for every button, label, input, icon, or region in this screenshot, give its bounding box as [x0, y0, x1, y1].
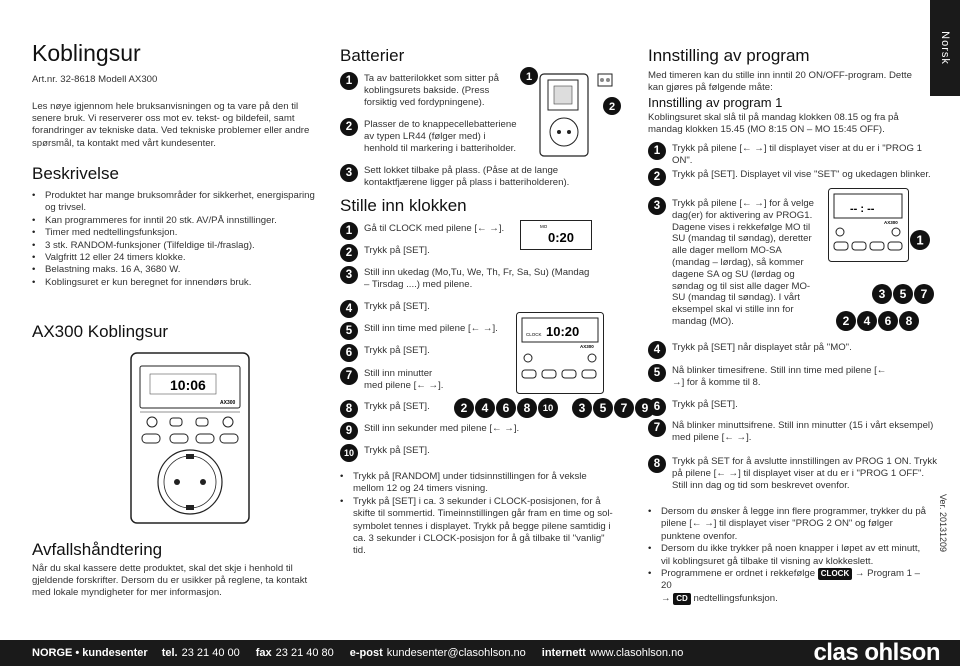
- step-text: Plasser de to knappecellebatteriene av typen LR44 (følger med) i henhold til markering i batteriholder.: [364, 119, 517, 154]
- step-number: 6: [340, 344, 358, 362]
- description-item: • Belastning maks. 16 A, 3680 W.: [32, 264, 318, 276]
- battery-step-3: [340, 164, 590, 189]
- clock-step-4: [340, 300, 510, 318]
- sequence-number: 10: [538, 398, 558, 418]
- svg-text:1: 1: [916, 232, 924, 248]
- svg-text:AX300: AX300: [580, 344, 594, 349]
- step-number: 3: [340, 164, 358, 182]
- disposal-text: Når du skal kassere dette produktet, skal det skje i henhold til gjeldende forskrifter. Dersom du er usikker på reglene, ta kontakt med lokale myndigheter for mer informasjon.: [32, 563, 308, 599]
- step-text: Trykk på SET for å avslutte innstillingen av PROG 1 ON. Trykk på pilene [← →] til displayet viser at du er i "PROG 1 OFF". Still inn dag og tid som beskrevet ovenfor.: [672, 456, 937, 491]
- program1-heading: Innstilling av program 1: [648, 95, 783, 110]
- clock-step-3: [340, 266, 590, 291]
- step-text: Trykk på [SET].: [364, 245, 430, 256]
- list-item: • Trykk på [RANDOM] under tidsinnstillingen for å veksle mellom 12 og 24 timers visning.: [340, 471, 620, 496]
- sequence-number: 3: [872, 284, 892, 304]
- step-number: 4: [648, 341, 666, 359]
- sequence-number: 5: [893, 284, 913, 304]
- disposal-heading: Avfallshåndtering: [32, 540, 163, 559]
- program-step-7: [648, 419, 938, 444]
- sequence-number: 3: [572, 398, 592, 418]
- description-item: • Valgfritt 12 eller 24 timers klokke.: [32, 252, 318, 264]
- svg-text:-- : --: -- : --: [850, 203, 875, 215]
- step-text: Still inn sekunder med pilene [← →].: [364, 423, 520, 434]
- tel-number: 23 21 40 00: [181, 647, 240, 659]
- clock-notes-list: [340, 471, 620, 558]
- sequence-number: 5: [593, 398, 613, 418]
- svg-text:AX300: AX300: [884, 220, 898, 225]
- fax-label: fax: [255, 647, 272, 659]
- step-text: Trykk på [SET]. Displayet vil vise "SET" og ukedagen blinker.: [672, 169, 931, 180]
- arrow-text: →: [661, 592, 671, 604]
- clock-key-badge: CLOCK: [818, 568, 852, 580]
- clock-step-10: [340, 444, 510, 462]
- step-number: 5: [340, 322, 358, 340]
- svg-text:CLOCK: CLOCK: [526, 332, 542, 337]
- clock-display-figure-1: [520, 220, 592, 250]
- description-item: • Kan programmeres for inntil 20 stk. AV/PÅ innstillinger.: [32, 215, 318, 227]
- web-link[interactable]: www.clasohlson.no: [589, 647, 684, 659]
- program-heading: Innstilling av program: [648, 46, 810, 65]
- step-text: Nå blinker timesifrene. Still inn time med pilene [← →] for å komme til 8.: [672, 365, 887, 388]
- list-item-program-order: [648, 568, 930, 605]
- program-intro: Med timeren kan du stille inn inntil 20 ON/OFF-program. Dette kan gjøres på følgende måte:: [648, 70, 912, 94]
- footer-country: NORGE • kundesenter: [32, 647, 148, 659]
- program-step-6: [648, 398, 938, 416]
- list-item: • Dersom du ønsker å legge inn flere programmer, trykker du på pilene [← →] til displayet viser "PROG 2 ON" og følger punktene ovenfor.: [648, 506, 930, 543]
- step-number: 3: [340, 266, 358, 284]
- svg-text:0:20: 0:20: [548, 230, 575, 245]
- program-step-8: [648, 455, 938, 491]
- device-model-text: AX300: [220, 400, 236, 406]
- program-step-1: [648, 142, 938, 167]
- sequence-number: 7: [614, 398, 634, 418]
- step-text: Gå til CLOCK med pilene [← →].: [364, 223, 505, 234]
- sequence-number: 4: [857, 311, 877, 331]
- version-label: Ver. 20131209: [938, 493, 948, 552]
- step-number: 1: [340, 72, 358, 90]
- brand-logo: clas ohlson: [813, 639, 940, 666]
- cd-key-badge: CD: [673, 593, 691, 605]
- list-item: • Dersom du ikke trykker på noen knapper i løpet av ett minutt, vil koblingsuret gå tilbake til visning av klokkeslett.: [648, 543, 930, 568]
- svg-text:2: 2: [608, 101, 616, 113]
- step-number: 9: [340, 422, 358, 440]
- step-number: 5: [648, 364, 666, 382]
- tel-label: tel.: [161, 647, 178, 659]
- step-text: Trykk på [SET].: [672, 399, 738, 410]
- step-text: Nå blinker minuttsifrene. Still inn minutter (15 i vårt eksempel) med pilene [← →].: [672, 420, 934, 443]
- step-number: 2: [340, 118, 358, 136]
- svg-text:MO: MO: [540, 224, 548, 229]
- program-notes-list: [648, 506, 930, 605]
- battery-step-1: [340, 72, 520, 108]
- program-sequence-even: [836, 311, 919, 331]
- product-heading: AX300 Koblingsur: [32, 322, 169, 341]
- step-text: Trykk på [SET].: [364, 445, 430, 456]
- sequence-number: 9: [635, 398, 655, 418]
- step-number: 3: [648, 197, 666, 215]
- list-item: • Trykk på [SET] i ca. 3 sekunder i CLOCK-posisjonen, for å skifte til sommertid. Timeinnstillingen går fram en time og sol-symbolet tennes i displayet. Trykk på begge pilene samtidig i ca. 3 sekunder i CLOCK-posisjon for å gå tilbake til "vanlig" tid.: [340, 496, 620, 558]
- battery-heading: Batterier: [340, 46, 405, 65]
- sequence-number: 6: [878, 311, 898, 331]
- program-step-4: [648, 341, 938, 359]
- step-text: Still inn ukedag (Mo,Tu, We, Th, Fr, Sa, Su) (Mandag – Tirsdag ....) med pilene.: [364, 267, 590, 290]
- clock-step-6: [340, 344, 510, 362]
- step-number: 7: [648, 419, 666, 437]
- sequence-number: 8: [517, 398, 537, 418]
- step-number: 2: [648, 168, 666, 186]
- page-title: Koblingsur: [32, 40, 141, 66]
- sequence-number: 8: [899, 311, 919, 331]
- step-number: 1: [340, 222, 358, 240]
- clock-step-5: [340, 322, 510, 340]
- step-number: 6: [648, 398, 666, 416]
- step-number: 2: [340, 244, 358, 262]
- clock-step-2: [340, 244, 510, 262]
- sequence-number: 2: [454, 398, 474, 418]
- battery-step-2: [340, 118, 520, 154]
- step-text: Trykk på [SET].: [364, 301, 430, 312]
- sequence-number: 4: [475, 398, 495, 418]
- sequence-number: 2: [836, 311, 856, 331]
- order-text: → Program 1 – 20: [661, 568, 920, 592]
- program-step-5: [648, 364, 893, 389]
- sequence-number: 7: [914, 284, 934, 304]
- step-text: Trykk på pilene [← →] for å velge dag(er) for aktivering av PROG1. Dagene vises i rekkefølge MO til SU (mandag til søndag), deretter alle dager mellom MO-SA (mandag – lørdag), så kommer dagene SA og SU (lørdag og søndag og til sist alle dager MO-SU (mandag til søndag). I vårt eksempel skal vi stille inn for mandag (MO).: [672, 198, 815, 327]
- battery-illustration: [520, 64, 630, 164]
- svg-text:1: 1: [525, 71, 533, 83]
- description-heading: Beskrivelse: [32, 164, 119, 183]
- clock-step-1: [340, 222, 510, 240]
- step-number: 1: [648, 142, 666, 160]
- order-text: nedtellingsfunksjon.: [693, 592, 778, 604]
- step-number: 4: [340, 300, 358, 318]
- email-label: e-post: [349, 647, 383, 659]
- clock-step-7: [340, 367, 450, 392]
- order-text: Programmene er ordnet i rekkefølge: [661, 568, 816, 580]
- step-text: Ta av batterilokket som sitter på koblingsurets bakside. (Press forsiktig ved fordypningene).: [364, 73, 499, 108]
- step-number: 10: [340, 444, 358, 462]
- description-item: • 3 stk. RANDOM-funksjoner (Tilfeldige til-/fraslag).: [32, 240, 318, 252]
- clock-display-figure-2: [516, 312, 604, 394]
- step-text: Trykk på [SET] når displayet står på "MO".: [672, 342, 852, 353]
- program1-intro: Koblingsuret skal slå til på mandag klokken 08.15 og fra på mandag klokken 15.45 (MO 8:15 ON – MO 15:45 OFF).: [648, 112, 899, 136]
- description-item: • Koblingsuret er kun beregnet for innendørs bruk.: [32, 277, 318, 289]
- sequence-number: 6: [496, 398, 516, 418]
- step-number: 7: [340, 367, 358, 385]
- intro-text: Les nøye igjennom hele bruksanvisningen og ta vare på den til senere bruk. Vi reserverer oss mot ev. tekst- og bildefeil, samt forandringer av tekniske data. Ved tekniske problemer eller andre spørsmål, ta kontakt med vårt kundesenter.: [32, 101, 310, 149]
- program-step-2: [648, 168, 938, 186]
- step-text: Still inn minutter med pilene [← →].: [364, 368, 444, 391]
- step-text: Still inn time med pilene [← →].: [364, 323, 498, 334]
- article-number: Art.nr. 32-8618 Modell AX300: [32, 74, 158, 85]
- clock-sequence-odd: [572, 398, 655, 418]
- program-sequence-odd: [872, 284, 934, 304]
- program-step-3: [648, 197, 818, 328]
- device-display-text: 10:06: [170, 377, 206, 393]
- description-list: [32, 190, 318, 289]
- email-link[interactable]: kundesenter@clasohlson.no: [386, 647, 526, 659]
- clock-sequence-even: [454, 398, 558, 418]
- svg-text:10:20: 10:20: [546, 324, 580, 339]
- web-label: internett: [541, 647, 586, 659]
- step-number: 8: [648, 455, 666, 473]
- description-item: • Timer med nedtellingsfunksjon.: [32, 227, 318, 239]
- language-label: Norsk: [939, 31, 952, 65]
- clock-heading: Stille inn klokken: [340, 196, 467, 215]
- description-item: • Produktet har mange bruksområder for sikkerhet, energisparing og trivsel.: [32, 190, 318, 215]
- step-text: Trykk på [SET].: [364, 345, 430, 356]
- language-tab: [930, 0, 960, 96]
- clock-step-9: [340, 422, 590, 440]
- step-text: Sett lokket tilbake på plass. (Påse at de lange kontaktfjærene ligger på plass i batteriholderen).: [364, 165, 570, 188]
- timer-device-illustration: [130, 352, 250, 524]
- step-text: Trykk på pilene [← →] til displayet viser at du er i "PROG 1 ON".: [672, 143, 922, 166]
- fax-number: 23 21 40 80: [275, 647, 334, 659]
- program-display-figure: [828, 188, 932, 262]
- step-text: Trykk på [SET].: [364, 401, 430, 412]
- step-number: 8: [340, 400, 358, 418]
